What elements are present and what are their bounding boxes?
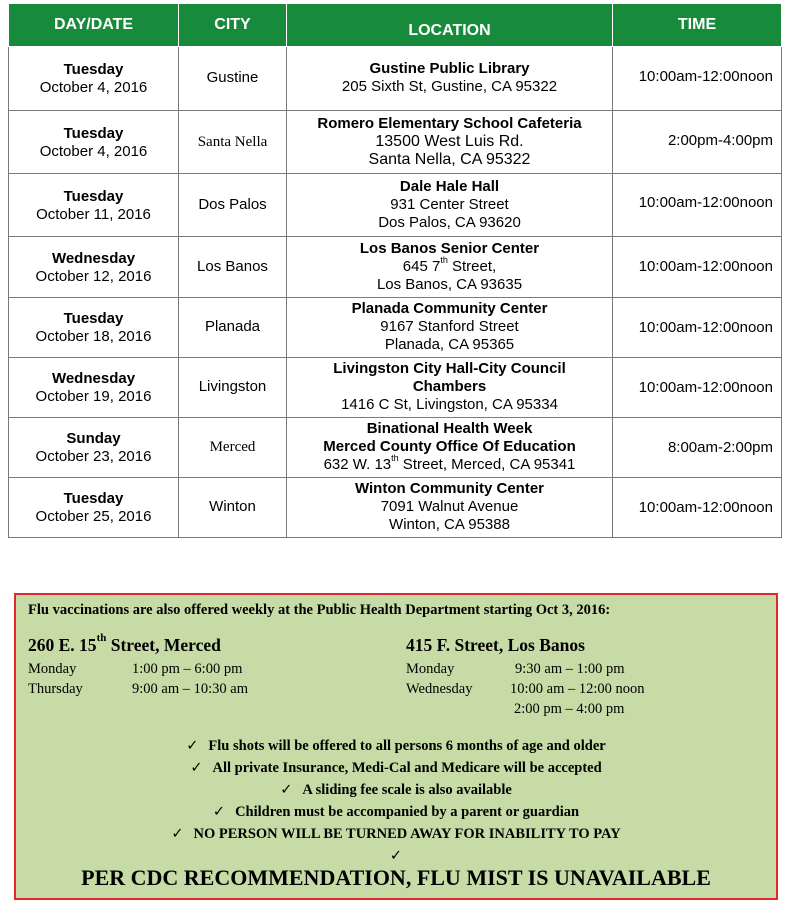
time-cell: 10:00am-12:00noon — [613, 46, 782, 110]
hours-time: 2:00 pm – 4:00 pm — [514, 701, 625, 717]
table-row — [9, 417, 782, 477]
city-cell: Merced — [179, 417, 287, 477]
daydate-cell — [9, 110, 179, 173]
location-address: 7091 Walnut Avenue — [380, 498, 519, 515]
table-row — [9, 110, 782, 173]
day-label: Wednesday — [51, 370, 136, 387]
daydate-cell — [9, 417, 179, 477]
city-cell: Livingston — [179, 357, 287, 417]
check-icon: ✓ — [212, 804, 226, 820]
location-name: Planada Community Center — [351, 300, 548, 317]
benefit-item: ✓ Flu shots will be offered to all persons 6 months of age and older — [186, 738, 606, 754]
location-name: Binational Health Week — [366, 420, 533, 437]
header-time: TIME — [613, 4, 782, 46]
benefit-list — [16, 735, 776, 867]
day-label: Tuesday — [63, 310, 124, 327]
table-row — [9, 297, 782, 357]
check-icon: ✓ — [190, 760, 203, 776]
location-cell — [287, 173, 613, 236]
check-icon: ✓ — [389, 848, 403, 864]
public-health-info-box — [14, 593, 778, 900]
table-row — [9, 46, 782, 110]
daydate-cell — [9, 297, 179, 357]
location-name: Winton Community Center — [354, 480, 545, 497]
table-row — [9, 173, 782, 236]
hours-day: Wednesday — [406, 681, 473, 697]
hours-time: 10:00 am – 12:00 noon — [510, 681, 645, 697]
location-name: Los Banos Senior Center — [359, 239, 540, 257]
daydate-cell — [9, 477, 179, 537]
header-location: LOCATION — [287, 4, 613, 46]
time-cell: 10:00am-12:00noon — [613, 236, 782, 297]
location-cell — [287, 297, 613, 357]
location-address: 645 7th Street, — [402, 254, 497, 275]
merced-address: 260 E. 15th Street, Merced — [28, 632, 221, 655]
city-cell: Gustine — [179, 46, 287, 110]
weekly-offer-intro: Flu vaccinations are also offered weekly at the Public Health Department starting Oct 3, 2016: — [28, 602, 611, 618]
location-name: Dale Hale Hall — [399, 177, 500, 195]
table-row — [9, 477, 782, 537]
time-cell: 10:00am-12:00noon — [613, 357, 782, 417]
daydate-cell — [9, 357, 179, 417]
daydate-cell — [9, 236, 179, 297]
hours-time: 1:00 pm – 6:00 pm — [132, 661, 243, 677]
table-header-row — [9, 4, 782, 46]
hours-day: Monday — [406, 661, 455, 677]
location-cell — [287, 357, 613, 417]
location-address: 931 Center Street — [390, 195, 509, 213]
day-label: Tuesday — [63, 490, 124, 507]
location-name: Gustine Public Library — [369, 60, 530, 77]
location-name-line2: Merced County Office Of Education — [323, 438, 576, 455]
benefit-item: ✓ A sliding fee scale is also available — [280, 782, 512, 798]
hours-day: Monday — [28, 661, 77, 677]
location-cell — [287, 477, 613, 537]
location-cell — [287, 417, 613, 477]
location-city: Planada, CA 95365 — [384, 336, 515, 353]
daydate-cell — [9, 173, 179, 236]
location-address: 205 Sixth St, Gustine, CA 95322 — [341, 78, 558, 95]
city-cell: Santa Nella — [179, 110, 287, 173]
day-label: Tuesday — [63, 124, 124, 142]
time-cell: 8:00am-2:00pm — [613, 417, 782, 477]
check-icon: ✓ — [186, 738, 199, 754]
benefit-item: ✓ All private Insurance, Medi-Cal and Medicare will be accepted — [190, 760, 602, 776]
day-label: Sunday — [66, 430, 121, 447]
location-city: Los Banos, CA 93635 — [376, 275, 523, 293]
day-label: Wednesday — [51, 249, 136, 267]
header-city: CITY — [179, 4, 287, 46]
table-row — [9, 236, 782, 297]
location-address: 1416 C St, Livingston, CA 95334 — [341, 396, 558, 413]
location-city: Winton, CA 95388 — [389, 516, 510, 533]
city-cell: Winton — [179, 477, 287, 537]
benefit-item: ✓ NO PERSON WILL BE TURNED AWAY FOR INABILITY TO PAY — [171, 826, 621, 842]
location-cell — [287, 110, 613, 173]
los-banos-address: 415 F. Street, Los Banos — [406, 635, 585, 655]
location-cell — [287, 236, 613, 297]
location-name-line2: Chambers — [412, 378, 487, 395]
location-address: 632 W. 13th Street, Merced, CA 95341 — [323, 453, 576, 473]
flu-mist-notice: PER CDC RECOMMENDATION, FLU MIST IS UNAVAILABLE — [81, 865, 711, 890]
hours-time: 9:00 am – 10:30 am — [132, 681, 248, 697]
date-label: October 12, 2016 — [35, 267, 152, 285]
city-cell: Los Banos — [179, 236, 287, 297]
check-icon: ✓ — [171, 826, 184, 842]
location-city: Santa Nella, CA 95322 — [368, 150, 531, 168]
date-label: October 18, 2016 — [35, 328, 152, 345]
date-label: October 4, 2016 — [39, 142, 148, 160]
benefit-item — [16, 845, 776, 867]
location-cell — [287, 46, 613, 110]
clinic-schedule-table — [8, 4, 782, 538]
hours-day: Thursday — [28, 681, 83, 697]
date-label: October 25, 2016 — [35, 508, 152, 525]
day-label: Tuesday — [63, 61, 124, 78]
location-name: Livingston City Hall-City Council — [333, 360, 566, 377]
time-cell: 10:00am-12:00noon — [613, 297, 782, 357]
date-label: October 11, 2016 — [36, 205, 151, 223]
header-daydate: DAY/DATE — [9, 4, 179, 46]
city-cell: Dos Palos — [179, 173, 287, 236]
hours-time: 9:30 am – 1:00 pm — [515, 661, 625, 677]
city-cell: Planada — [179, 297, 287, 357]
location-address: 9167 Stanford Street — [380, 318, 519, 335]
time-cell: 2:00pm-4:00pm — [613, 110, 782, 173]
location-city: Dos Palos, CA 93620 — [378, 213, 521, 231]
date-label: October 19, 2016 — [35, 388, 152, 405]
day-label: Tuesday — [63, 187, 124, 205]
location-address: 13500 West Luis Rd. — [375, 132, 524, 150]
benefit-item: ✓ Children must be accompanied by a parent or guardian — [212, 804, 580, 820]
check-icon: ✓ — [280, 782, 293, 798]
table-row — [9, 357, 782, 417]
time-cell: 10:00am-12:00noon — [613, 173, 782, 236]
time-cell: 10:00am-12:00noon — [613, 477, 782, 537]
date-label: October 23, 2016 — [35, 448, 152, 465]
daydate-cell — [9, 46, 179, 110]
location-name: Romero Elementary School Cafeteria — [317, 114, 582, 132]
date-label: October 4, 2016 — [39, 79, 148, 96]
